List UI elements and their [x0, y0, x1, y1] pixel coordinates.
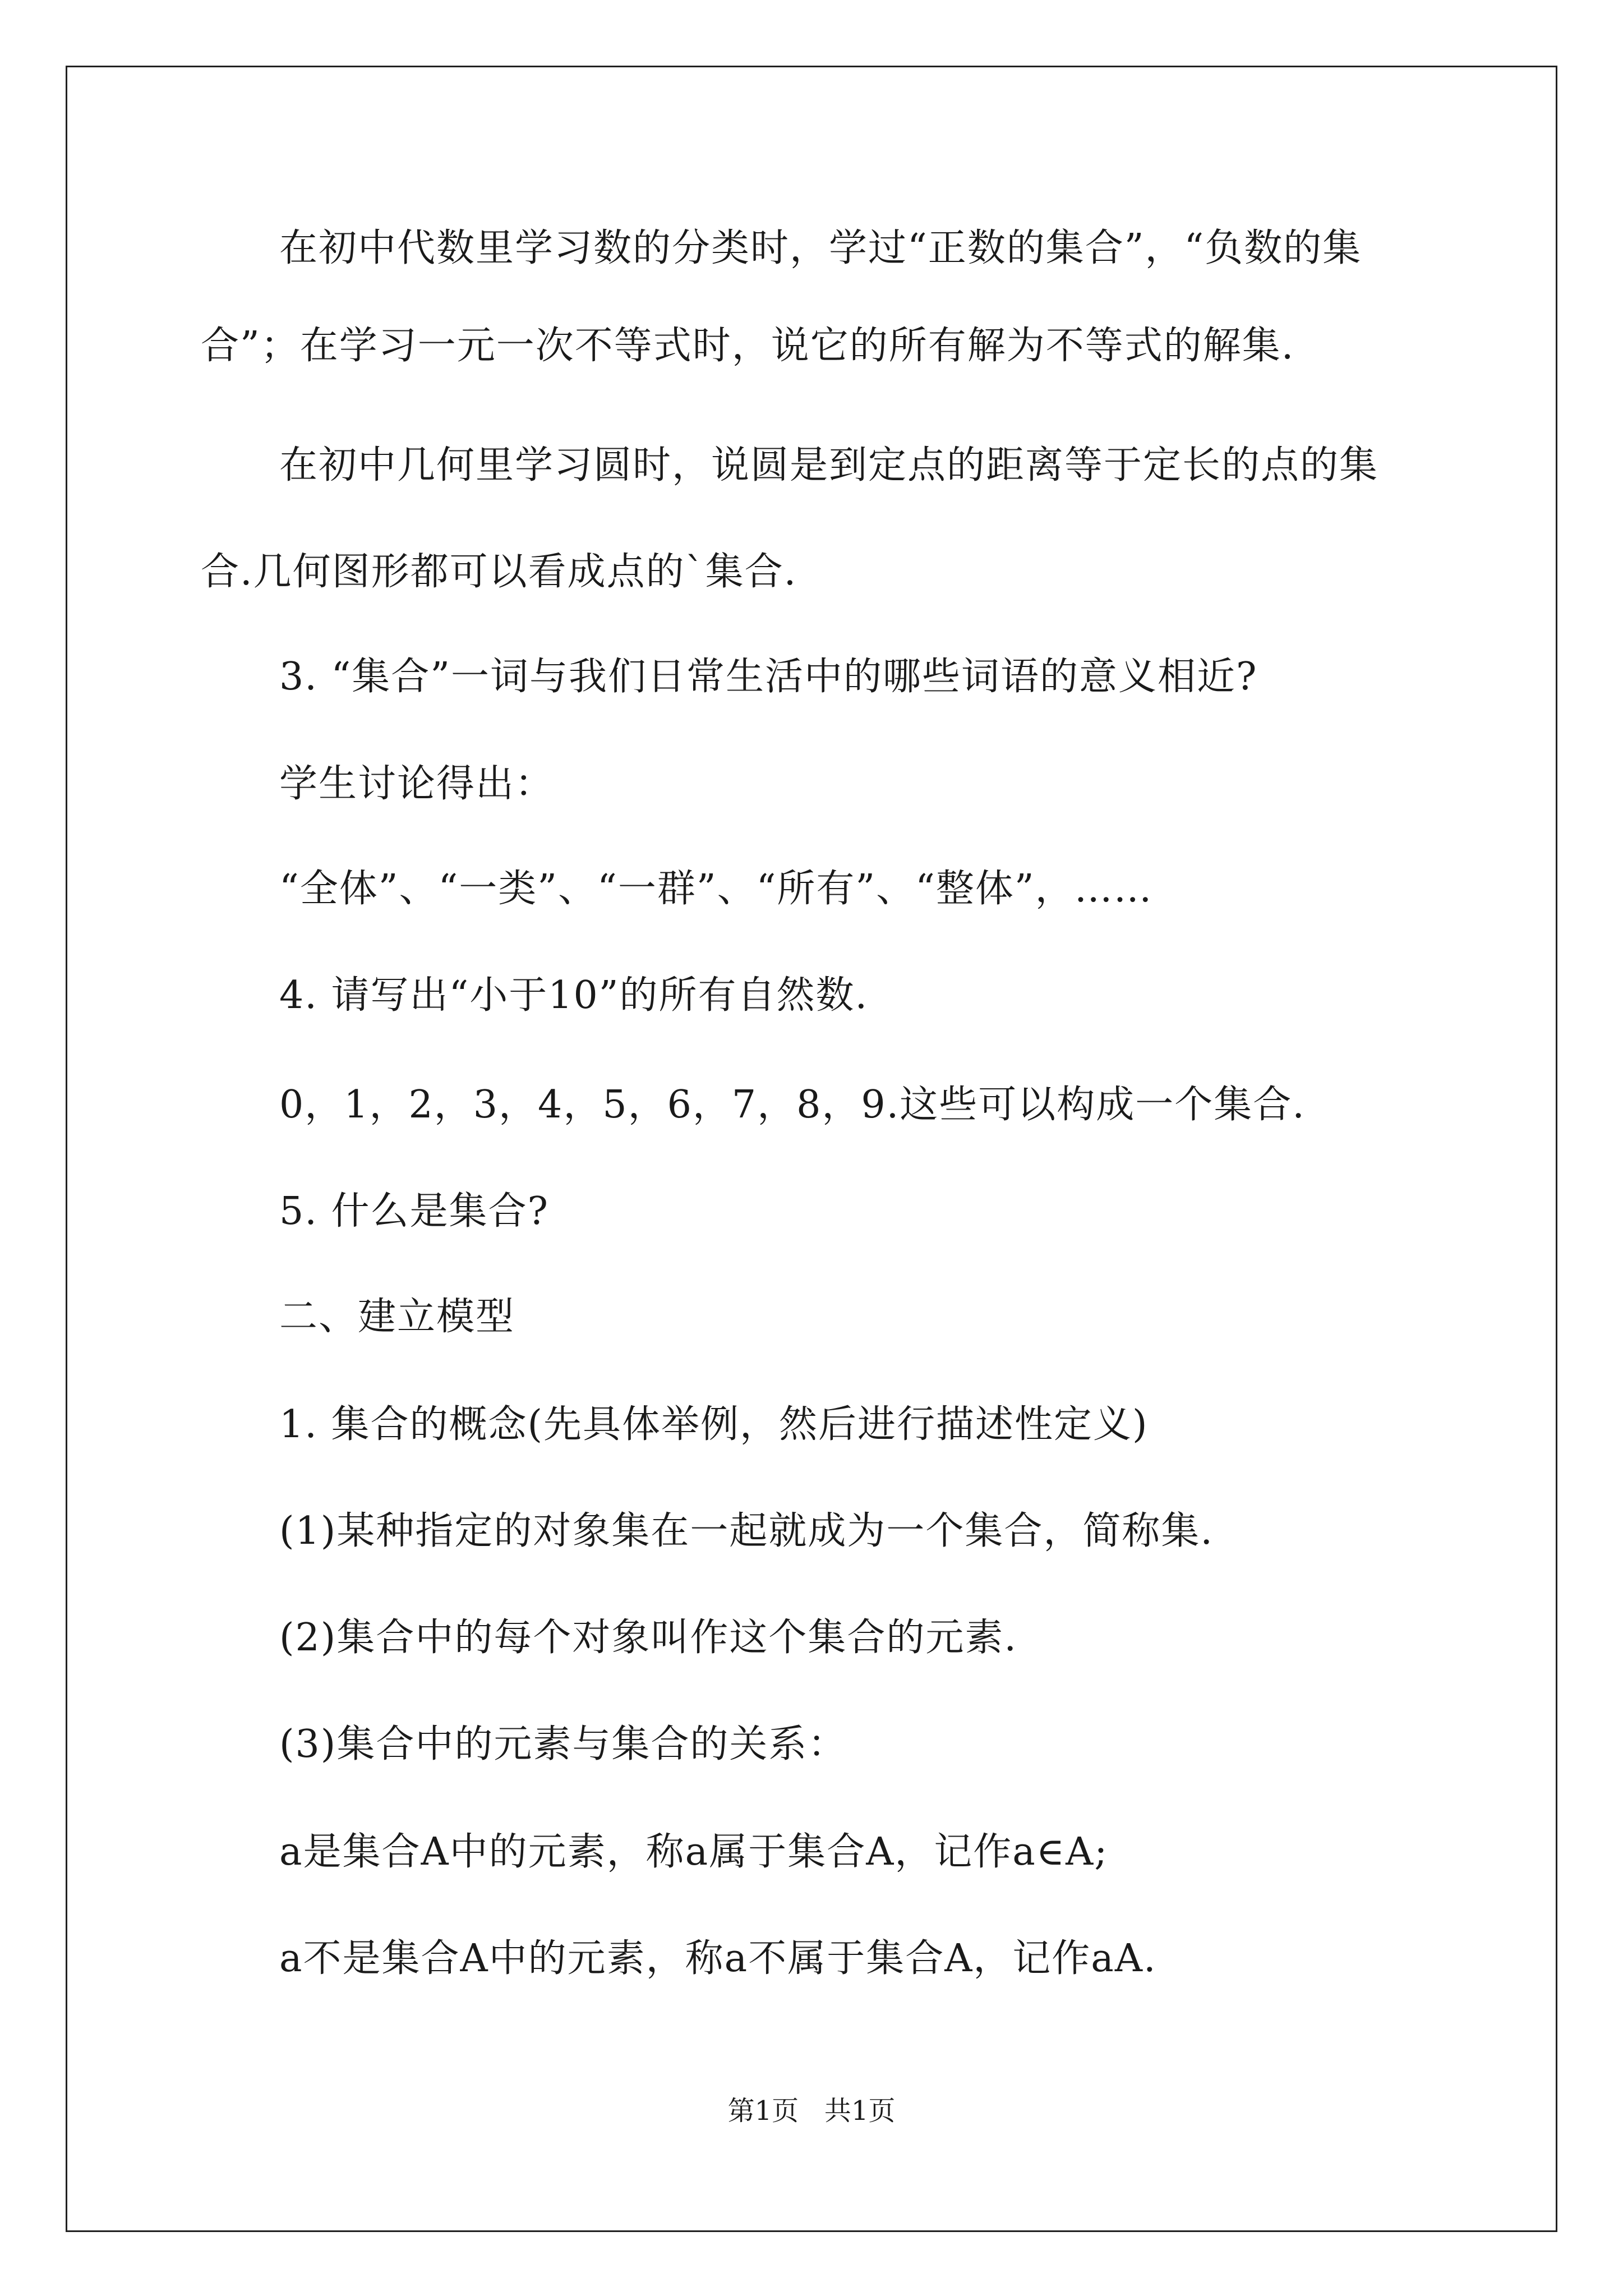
page-border [66, 66, 1557, 2232]
page-number-footer: 第1页 共1页 [727, 2095, 896, 2127]
paragraph-line: (1)某种指定的对象集在一起就成为一个集合，简称集. [279, 1509, 1214, 1553]
paragraph-line: 5. 什么是集合? [279, 1189, 549, 1234]
paragraph-line: 4. 请写出“小于10”的所有自然数. [279, 973, 869, 1018]
paragraph-line: 0，1，2，3，4，5，6，7，8，9.这些可以构成一个集合. [279, 1083, 1306, 1127]
paragraph-line: 在初中几何里学习圆时，说圆是到定点的距离等于定长的点的集 [279, 443, 1379, 487]
section-heading: 二、建立模型 [279, 1295, 515, 1339]
paragraph-line: a是集合A中的元素，称a属于集合A，记作a∈A; [279, 1830, 1109, 1874]
paragraph-line: (2)集合中的每个对象叫作这个集合的元素. [279, 1616, 1017, 1660]
paragraph-line: “全体”、“一类”、“一群”、“所有”、“整体”，…… [279, 867, 1153, 911]
paragraph-line: 在初中代数里学习数的分类时，学过“正数的集合”，“负数的集 [279, 226, 1362, 270]
paragraph-line: 合”；在学习一元一次不等式时，说它的所有解为不等式的解集. [201, 324, 1295, 368]
paragraph-line: a不是集合A中的元素，称a不属于集合A，记作aA. [279, 1936, 1157, 1981]
paragraph-line: (3)集合中的元素与集合的关系： [279, 1722, 847, 1766]
paragraph-line: 学生讨论得出： [279, 762, 555, 806]
paragraph-line: 1. 集合的概念(先具体举例，然后进行描述性定义) [279, 1402, 1149, 1447]
paragraph-line: 合.几何图形都可以看成点的`集合. [201, 550, 797, 594]
paragraph-line: 3. “集合”一词与我们日常生活中的哪些词语的意义相近? [279, 655, 1258, 699]
